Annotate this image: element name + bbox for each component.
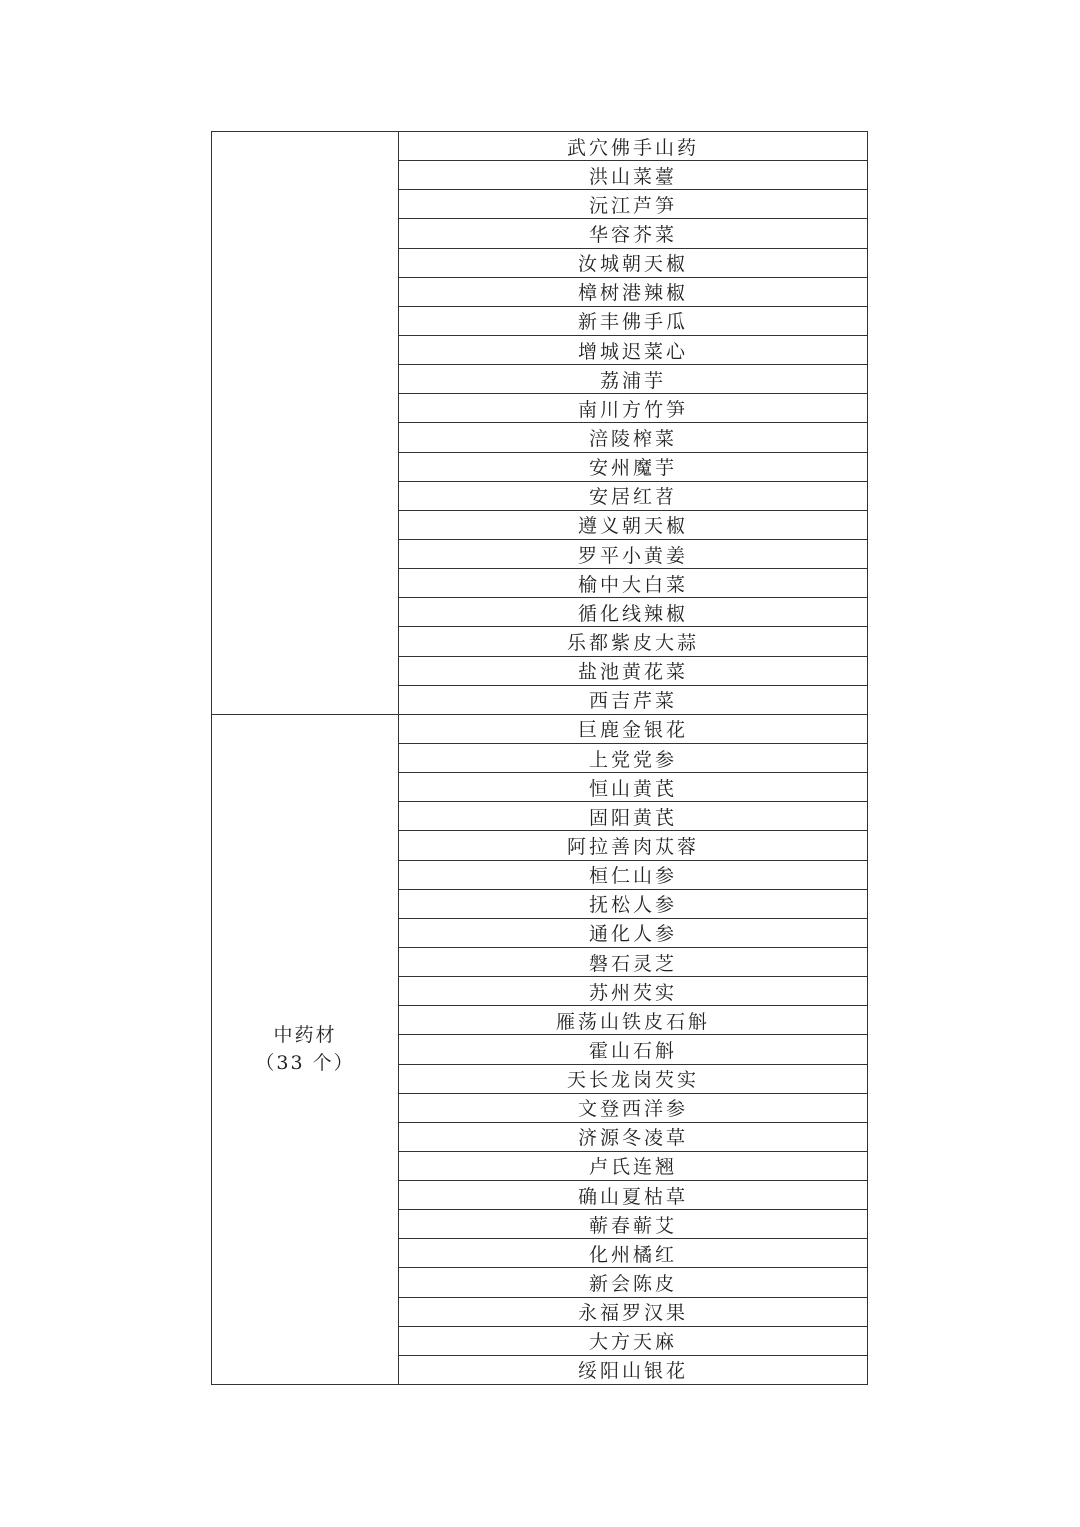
- product-name-cell: 沅江芦笋: [399, 190, 868, 219]
- product-name-cell: 巨鹿金银花: [399, 714, 868, 743]
- product-name-cell: 阿拉善肉苁蓉: [399, 831, 868, 860]
- product-name-cell: 卢氏连翘: [399, 1151, 868, 1180]
- product-name-cell: 恒山黄芪: [399, 773, 868, 802]
- product-name-cell: 天长龙岗芡实: [399, 1064, 868, 1093]
- product-name-cell: 大方天麻: [399, 1326, 868, 1355]
- product-name-cell: 汝城朝天椒: [399, 248, 868, 277]
- category-cell: [212, 714, 399, 1384]
- product-name-cell: 抚松人参: [399, 889, 868, 918]
- product-name-cell: 磐石灵芝: [399, 947, 868, 976]
- product-name-cell: 洪山菜薹: [399, 161, 868, 190]
- product-name-cell: 上党党参: [399, 743, 868, 772]
- product-name-cell: 桓仁山参: [399, 860, 868, 889]
- product-name-cell: 南川方竹笋: [399, 394, 868, 423]
- category-cell: [212, 132, 399, 715]
- product-name-cell: 新丰佛手瓜: [399, 306, 868, 335]
- product-table: [211, 131, 868, 1385]
- product-name-cell: 固阳黄芪: [399, 802, 868, 831]
- product-name-cell: 樟树港辣椒: [399, 277, 868, 306]
- product-name-cell: 遵义朝天椒: [399, 510, 868, 539]
- product-name-cell: 安居红苕: [399, 481, 868, 510]
- product-name-cell: 确山夏枯草: [399, 1181, 868, 1210]
- product-name-cell: 新会陈皮: [399, 1268, 868, 1297]
- product-name-cell: 化州橘红: [399, 1239, 868, 1268]
- product-name-cell: 罗平小黄姜: [399, 539, 868, 568]
- table-body: [212, 132, 868, 1385]
- product-name-cell: 华容芥菜: [399, 219, 868, 248]
- product-name-cell: 永福罗汉果: [399, 1297, 868, 1326]
- product-name-cell: 西吉芹菜: [399, 685, 868, 714]
- product-name-cell: 荔浦芋: [399, 365, 868, 394]
- product-name-cell: 武穴佛手山药: [399, 132, 868, 161]
- category-count: （33 个）: [255, 1052, 355, 1075]
- product-name-cell: 绥阳山银花: [399, 1355, 868, 1384]
- product-name-cell: 文登西洋参: [399, 1093, 868, 1122]
- product-name-cell: 苏州芡实: [399, 977, 868, 1006]
- product-name-cell: 雁荡山铁皮石斛: [399, 1006, 868, 1035]
- product-name-cell: 盐池黄花菜: [399, 656, 868, 685]
- product-name-cell: 霍山石斛: [399, 1035, 868, 1064]
- product-name-cell: 济源冬凌草: [399, 1122, 868, 1151]
- product-name-cell: 循化线辣椒: [399, 598, 868, 627]
- product-name-cell: 乐都紫皮大蒜: [399, 627, 868, 656]
- product-name-cell: 增城迟菜心: [399, 335, 868, 364]
- product-name-cell: 涪陵榨菜: [399, 423, 868, 452]
- product-name-cell: 榆中大白菜: [399, 569, 868, 598]
- product-name-cell: 蕲春蕲艾: [399, 1210, 868, 1239]
- product-name-cell: 通化人参: [399, 918, 868, 947]
- table-row: [212, 132, 868, 161]
- category-name: 中药材: [273, 1024, 337, 1047]
- product-name-cell: 安州魔芋: [399, 452, 868, 481]
- table-row: [212, 714, 868, 743]
